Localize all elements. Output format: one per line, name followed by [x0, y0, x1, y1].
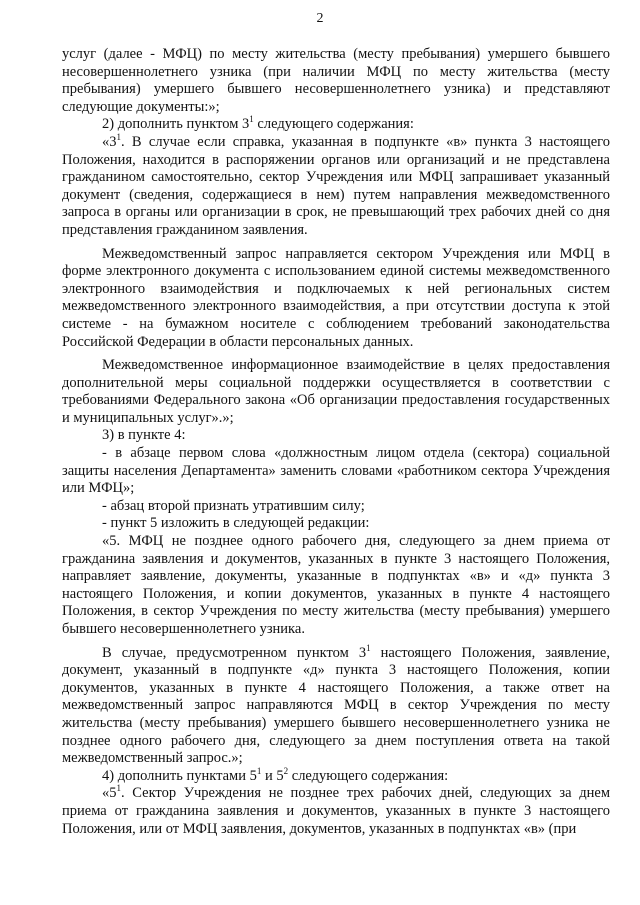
text-run: - пункт 5 изложить в следующей редакции: — [102, 515, 370, 532]
paragraph — [62, 642, 610, 768]
text-run: и 5 — [261, 767, 284, 784]
paragraph — [62, 46, 610, 116]
text-run: настоящего Положения, заявление, документ, указанный в подпункте «д» пункта 3 настоящего Положения, копии документов, указанных в пункте 4 настоящего Положения, а также ответ на межведомственный запрос направляются МФЦ в сектор Учреждения по месту жительства (месту пребывания) умершего бывшего несовершеннолетнего узника не позднее одного рабочего дня, следующего за днем поступления ответа на такой межведомственный запрос.»; — [62, 644, 610, 767]
paragraph — [62, 533, 610, 639]
superscript: 1 — [116, 783, 121, 794]
text-run: следующего содержания: — [253, 116, 414, 133]
text-run: «5. МФЦ не позднее одного рабочего дня, следующего за днем приема от гражданина заявления и документов, указанных в пункте 3 настоящего Положения, направляет заявление, документы, указанные в подпунктах «в» и «д» пункта 3 настоящего Положения, и копии документов, указанных в пункте 4 настоящего Положения, в сектор Учреждения по месту жительства (месту пребывания) умершего бывшего несовершеннолетнего узника. — [62, 533, 610, 637]
paragraph — [62, 134, 610, 240]
superscript: 1 — [256, 765, 262, 776]
text-run: 2) дополнить пунктом 3 — [102, 116, 250, 133]
text-run: «5 — [102, 785, 117, 802]
text-run: «3 — [102, 133, 117, 150]
text-run: - абзац второй признать утратившим силу; — [102, 497, 365, 514]
text-run: услуг (далее - МФЦ) по месту жительства (месту пребывания) умершего бывшего несовершеннолетнего узника (при наличии МФЦ по месту жительства (месту пребывания) умершего бывшего несовершеннолетнего узника) и представляют следующие документы:»; — [62, 46, 610, 115]
superscript: 1 — [249, 114, 254, 125]
paragraph — [62, 445, 610, 498]
text-run: . В случае если справка, указанная в подпункте «в» пункта 3 настоящего Положения, находится в распоряжении органов или организаций и не представлена гражданином самостоятельно, сектор Учреждения или МФЦ запрашивает указанный документ (сведения, содержащиеся в нем) путем направления межведомственного запроса в органы или организации в срок, не превышающий трех рабочих дней со дня представления гражданином заявления. — [62, 133, 610, 238]
text-run: - в абзаце первом слова «должностным лицом отдела (сектора) социальной защиты населения Департамента» заменить словами «работником сектора Учреждения или МФЦ»; — [62, 445, 610, 497]
paragraph — [62, 427, 610, 445]
text-run: 3) в пункте 4: — [102, 427, 186, 444]
paragraph — [62, 785, 610, 838]
superscript: 1 — [116, 132, 121, 143]
page-number: 2 — [316, 11, 324, 26]
text-run: В случае, предусмотренном пунктом 3 — [102, 644, 367, 661]
text-run: 4) дополнить пунктами 5 — [102, 767, 257, 784]
paragraph — [62, 515, 610, 533]
paragraph — [62, 498, 610, 516]
superscript: 1 — [366, 642, 371, 653]
paragraph — [62, 765, 610, 786]
text-run: . Сектор Учреждения не позднее трех рабочих дней, следующих за днем приема от гражданина заявления и документов, указанных в пункте 3 настоящего Положения, или от МФЦ заявления, документов, указанных в подпунктах «в» (при — [62, 785, 610, 837]
paragraph — [62, 246, 610, 352]
paragraph — [62, 357, 610, 427]
text-run: следующего содержания: — [288, 767, 449, 784]
text-run: Межведомственное информационное взаимодействие в целях предоставления дополнительной меры социальной поддержки осуществляется в соответствии с требованиями Федерального закона «Об организации предоставления государственных и муниципальных услуг».»; — [62, 357, 610, 426]
paragraph — [62, 116, 610, 134]
superscript: 2 — [283, 765, 289, 776]
document-body — [62, 46, 610, 838]
text-run: Межведомственный запрос направляется сектором Учреждения или МФЦ в форме электронного документа с использованием единой системы межведомственного электронного взаимодействия и подключаемых к ней региональных систем межведомственного электронного взаимодействия, а при отсутствии доступа к этой системе - на бумажном носителе с соблюдением требований законодательства Российской Федерации в области персональных данных. — [62, 245, 610, 350]
